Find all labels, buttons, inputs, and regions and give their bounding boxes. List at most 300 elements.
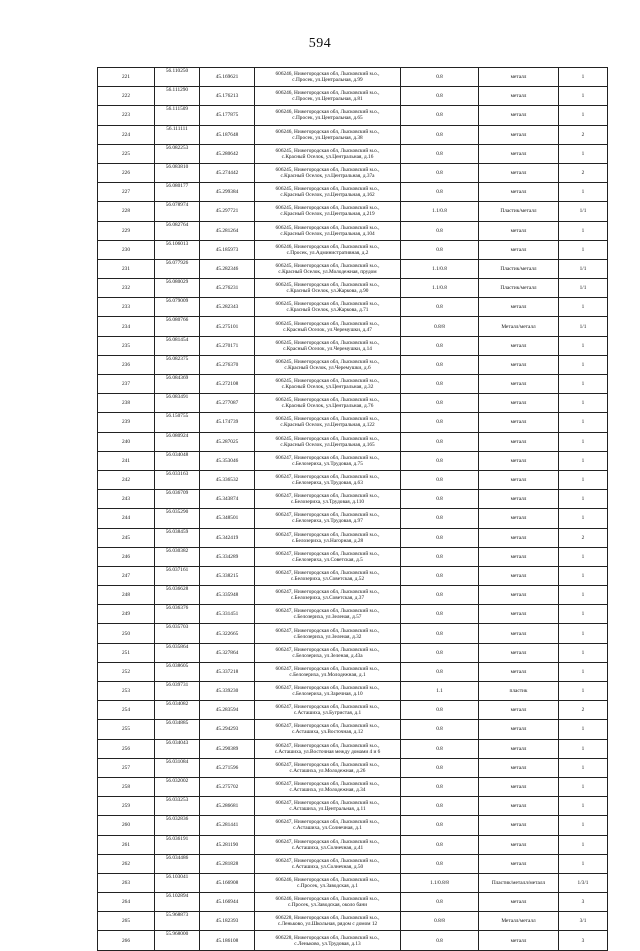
- table-row: [98, 893, 608, 912]
- longitude-cell: 45.299384: [200, 183, 255, 202]
- material-cell: металл: [479, 509, 559, 528]
- count-cell: 1: [559, 797, 608, 816]
- longitude-cell: 45.186108: [200, 931, 255, 950]
- address-line-region: 606246, Нижегородская обл, Лысковский м.о.,: [275, 896, 380, 903]
- longitude-cell: 45.276231: [200, 279, 255, 298]
- material-cell: металл: [479, 144, 559, 163]
- address-cell: [255, 662, 401, 681]
- area-cell: 0.8: [401, 758, 479, 777]
- longitude-cell: 45.297721: [200, 202, 255, 221]
- material-cell: металл: [479, 624, 559, 643]
- table-row: [98, 931, 608, 950]
- count-cell: 1: [559, 509, 608, 528]
- area-cell: 0.8: [401, 854, 479, 873]
- address-cell: [255, 298, 401, 317]
- latitude-cell: 56.084369: [155, 375, 200, 394]
- table-row: [98, 643, 608, 662]
- address-cell: [255, 221, 401, 240]
- material-cell: металл: [479, 125, 559, 144]
- count-cell: 1: [559, 758, 608, 777]
- address-line-region: 606245, Нижегородская обл, Лысковский м.о.,: [275, 186, 380, 193]
- longitude-cell: 45.169621: [200, 68, 255, 87]
- address-line-street: с.Просек, ул.Заводская, д.1: [297, 882, 358, 889]
- address-line-region: 606247, Нижегородская обл, Лысковский м.о.,: [275, 493, 380, 500]
- address-cell: [255, 682, 401, 701]
- table-row: [98, 125, 608, 144]
- address-line-street: с.Белозериха, ул.Зеленая, д.32: [293, 633, 362, 640]
- count-cell: 1/1: [559, 317, 608, 336]
- row-number-cell: 230: [98, 240, 155, 259]
- row-number-cell: 238: [98, 394, 155, 413]
- count-cell: 3/1: [559, 912, 608, 931]
- address-cell: [255, 777, 401, 796]
- table-row: [98, 144, 608, 163]
- longitude-cell: 45.280642: [200, 144, 255, 163]
- address-cell: [255, 758, 401, 777]
- longitude-cell: 45.337218: [200, 662, 255, 681]
- longitude-cell: 45.335948: [200, 586, 255, 605]
- address-line-street: с.Асташиха, ул.Солнечная, д.41: [291, 844, 364, 851]
- count-cell: 1: [559, 451, 608, 470]
- address-cell: [255, 394, 401, 413]
- count-cell: 1: [559, 87, 608, 106]
- area-cell: 0.8: [401, 144, 479, 163]
- count-cell: 3: [559, 893, 608, 912]
- table-row: [98, 624, 608, 643]
- count-cell: 1: [559, 643, 608, 662]
- area-cell: 0.8: [401, 777, 479, 796]
- material-cell: Пластик/металл: [479, 259, 559, 278]
- row-number-cell: 229: [98, 221, 155, 240]
- address-line-street: с.Красный Оселок, ул.Черемушки, д.47: [283, 326, 372, 333]
- address-line-street: с.Асташиха, ул.Молодежная, д.26: [289, 767, 366, 774]
- area-cell: 0.8: [401, 336, 479, 355]
- count-cell: 1: [559, 605, 608, 624]
- row-number-cell: 243: [98, 490, 155, 509]
- material-cell: металл: [479, 298, 559, 317]
- latitude-cell: 56.078974: [155, 202, 200, 221]
- count-cell: 1: [559, 221, 608, 240]
- address-line-street: с.Белозериха, ул.Молодежная, д.1: [289, 671, 366, 678]
- address-line-region: 606247, Нижегородская обл, Лысковский м.о.,: [275, 704, 380, 711]
- address-cell: [255, 87, 401, 106]
- longitude-cell: 45.275101: [200, 317, 255, 336]
- address-line-region: 606245, Нижегородская обл, Лысковский м.о.,: [275, 147, 380, 154]
- table-row: [98, 605, 608, 624]
- address-cell: [255, 912, 401, 931]
- longitude-cell: 45.282346: [200, 259, 255, 278]
- material-cell: Металл/металл: [479, 912, 559, 931]
- address-line-region: 606245, Нижегородская обл, Лысковский м.о.,: [275, 301, 380, 308]
- row-number-cell: 226: [98, 163, 155, 182]
- address-line-region: 606247, Нижегородская обл, Лысковский м.о.,: [275, 819, 380, 826]
- longitude-cell: 45.290389: [200, 739, 255, 758]
- area-cell: 0.8: [401, 528, 479, 547]
- address-line-street: с.Белозериха, ул.Советская, д.52: [290, 575, 365, 582]
- address-cell: [255, 586, 401, 605]
- material-cell: металл: [479, 758, 559, 777]
- address-cell: [255, 643, 401, 662]
- count-cell: 1: [559, 624, 608, 643]
- row-number-cell: 245: [98, 528, 155, 547]
- address-line-region: 606245, Нижегородская обл, Лысковский м.о.,: [275, 262, 380, 269]
- row-number-cell: 264: [98, 893, 155, 912]
- table-row: [98, 739, 608, 758]
- address-line-region: 606247, Нижегородская обл, Лысковский м.о.,: [275, 838, 380, 845]
- address-line-street: с.Асташиха, ул.Восточная, д.12: [292, 729, 363, 736]
- address-cell: [255, 816, 401, 835]
- count-cell: 1/1: [559, 202, 608, 221]
- page-number: 594: [308, 36, 332, 51]
- area-cell: 0.8: [401, 221, 479, 240]
- table-row: [98, 106, 608, 125]
- address-cell: [255, 202, 401, 221]
- area-cell: 0.8: [401, 163, 479, 182]
- count-cell: 1: [559, 586, 608, 605]
- longitude-cell: 45.182393: [200, 912, 255, 931]
- area-cell: 0.8: [401, 701, 479, 720]
- address-line-street: с.Просек, ул.Центральная, д.65: [292, 115, 363, 122]
- material-cell: металл: [479, 470, 559, 489]
- material-cell: металл: [479, 893, 559, 912]
- area-cell: 0.8/8: [401, 317, 479, 336]
- longitude-cell: 45.187648: [200, 125, 255, 144]
- address-line-region: 606247, Нижегородская обл, Лысковский м.о.,: [275, 685, 380, 692]
- area-cell: 0.8: [401, 375, 479, 394]
- count-cell: 1: [559, 394, 608, 413]
- count-cell: 1: [559, 816, 608, 835]
- table-row: [98, 202, 608, 221]
- address-line-region: 606247, Нижегородская обл, Лысковский м.о.,: [275, 800, 380, 807]
- address-line-street: с.Асташиха, ул.Молодежная, д.34: [289, 787, 366, 794]
- material-cell: металл: [479, 797, 559, 816]
- row-number-cell: 266: [98, 931, 155, 950]
- longitude-cell: 45.281264: [200, 221, 255, 240]
- longitude-cell: 45.277087: [200, 394, 255, 413]
- material-cell: металл: [479, 394, 559, 413]
- area-cell: 0.8: [401, 413, 479, 432]
- row-number-cell: 246: [98, 547, 155, 566]
- latitude-cell: 56.038459: [155, 528, 200, 547]
- address-line-region: 606247, Нижегородская обл, Лысковский м.о.,: [275, 550, 380, 557]
- address-cell: [255, 701, 401, 720]
- longitude-cell: 45.322665: [200, 624, 255, 643]
- address-line-street: с.Просек, ул.Заводская, около бани: [287, 902, 368, 909]
- count-cell: 1: [559, 566, 608, 585]
- latitude-cell: 56.034486: [155, 854, 200, 873]
- latitude-cell: 56.079009: [155, 298, 200, 317]
- count-cell: 3: [559, 931, 608, 950]
- area-cell: 1.1/0.8/8: [401, 873, 479, 892]
- row-number-cell: 241: [98, 451, 155, 470]
- material-cell: металл: [479, 240, 559, 259]
- count-cell: 1: [559, 720, 608, 739]
- longitude-cell: 45.174739: [200, 413, 255, 432]
- area-cell: 0.8: [401, 490, 479, 509]
- longitude-cell: 45.276370: [200, 355, 255, 374]
- address-line-region: 606245, Нижегородская обл, Лысковский м.о.,: [275, 416, 380, 423]
- area-cell: 0.8: [401, 586, 479, 605]
- area-cell: 0.8: [401, 739, 479, 758]
- address-line-region: 606245, Нижегородская обл, Лысковский м.о.,: [275, 167, 380, 174]
- address-cell: [255, 470, 401, 489]
- table-row: [98, 221, 608, 240]
- table-row: [98, 566, 608, 585]
- address-line-street: с.Белозериха, ул.Трудовая, д.63: [292, 480, 363, 487]
- table-row: [98, 163, 608, 182]
- area-cell: 0.8: [401, 432, 479, 451]
- material-cell: металл: [479, 221, 559, 240]
- address-line-street: с.Белозериха, ул.Заречная, д.10: [292, 691, 363, 698]
- material-cell: металл: [479, 662, 559, 681]
- address-cell: [255, 528, 401, 547]
- latitude-cell: 56.080766: [155, 317, 200, 336]
- row-number-cell: 262: [98, 854, 155, 873]
- address-line-street: с.Белозериха, ул.Советская, д.37: [290, 595, 365, 602]
- table-row: [98, 394, 608, 413]
- material-cell: металл: [479, 183, 559, 202]
- count-cell: 1: [559, 547, 608, 566]
- latitude-cell: 56.034043: [155, 739, 200, 758]
- table-row: [98, 777, 608, 796]
- count-cell: 1: [559, 662, 608, 681]
- longitude-cell: 45.185973: [200, 240, 255, 259]
- latitude-cell: 56.034082: [155, 701, 200, 720]
- address-line-street: с.Асташиха, ул.Центральная, д.11: [289, 806, 366, 813]
- address-line-street: с.Красный Оселок, ул.Центральная, д.165: [280, 441, 375, 448]
- address-line-street: с.Красный Оселок, ул.Центральная, д.219: [280, 211, 375, 218]
- row-number-cell: 222: [98, 87, 155, 106]
- address-cell: [255, 259, 401, 278]
- count-cell: 1: [559, 739, 608, 758]
- address-line-street: с.Красный Оселок, ул.Центральная, д.104: [280, 230, 375, 237]
- longitude-cell: 45.327864: [200, 643, 255, 662]
- address-line-street: с.Асташиха, ул.Солнечная, д.1: [293, 825, 362, 832]
- row-number-cell: 235: [98, 336, 155, 355]
- latitude-cell: 56.083810: [155, 163, 200, 182]
- longitude-cell: 45.343874: [200, 490, 255, 509]
- row-number-cell: 251: [98, 643, 155, 662]
- address-line-street: с.Просек, ул.Административная, д.2: [286, 249, 369, 256]
- address-line-street: с.Красный Оселок, ул.Центральная, д.76: [281, 403, 374, 410]
- address-line-region: 606246, Нижегородская обл, Лысковский м.о.,: [275, 876, 380, 883]
- latitude-cell: 56.111509: [155, 106, 200, 125]
- area-cell: 1.1/0.8: [401, 259, 479, 278]
- address-line-street: с.Красный Оселок, ул.Жаркова, д.71: [286, 307, 369, 314]
- address-line-region: 606247, Нижегородская обл, Лысковский м.о.,: [275, 646, 380, 653]
- material-cell: металл: [479, 566, 559, 585]
- count-cell: 1: [559, 106, 608, 125]
- count-cell: 1: [559, 470, 608, 489]
- latitude-cell: 56.032002: [155, 777, 200, 796]
- count-cell: 2: [559, 125, 608, 144]
- address-line-street: с.Белозериха, ул.Советская, д.5: [292, 556, 363, 563]
- address-line-street: с.Асташиха, ул.Солнечная, д.50: [291, 863, 364, 870]
- address-line-street: с.Красный Оселок, ул.Молодежная, прудом: [278, 268, 377, 275]
- count-cell: 2: [559, 163, 608, 182]
- row-number-cell: 263: [98, 873, 155, 892]
- table-row: [98, 758, 608, 777]
- address-cell: [255, 125, 401, 144]
- table-row: [98, 183, 608, 202]
- row-number-cell: 252: [98, 662, 155, 681]
- longitude-cell: 45.336532: [200, 470, 255, 489]
- address-cell: [255, 240, 401, 259]
- address-cell: [255, 893, 401, 912]
- row-number-cell: 265: [98, 912, 155, 931]
- address-line-street: с.Белозериха, ул.Трудовая, д.110: [290, 499, 365, 506]
- address-cell: [255, 624, 401, 643]
- address-cell: [255, 566, 401, 585]
- count-cell: 2: [559, 701, 608, 720]
- address-line-street: с.Асташиха, ул.Бугристая, д.1: [293, 710, 362, 717]
- material-cell: металл: [479, 777, 559, 796]
- address-line-region: 606246, Нижегородская обл, Лысковский м.о.,: [275, 71, 380, 78]
- address-line-region: 606247, Нижегородская обл, Лысковский м.о.,: [275, 857, 380, 864]
- material-cell: металл: [479, 451, 559, 470]
- latitude-cell: 56.030382: [155, 547, 200, 566]
- address-line-region: 606246, Нижегородская обл, Лысковский м.о.,: [275, 90, 380, 97]
- address-line-region: 606247, Нижегородская обл, Лысковский м.о.,: [275, 512, 380, 519]
- material-cell: металл: [479, 547, 559, 566]
- address-line-region: 606245, Нижегородская обл, Лысковский м.о.,: [275, 224, 380, 231]
- row-number-cell: 225: [98, 144, 155, 163]
- address-line-region: 606247, Нижегородская обл, Лысковский м.о.,: [275, 665, 380, 672]
- table-row: [98, 912, 608, 931]
- address-cell: [255, 413, 401, 432]
- table-row: [98, 720, 608, 739]
- table-row: [98, 547, 608, 566]
- address-cell: [255, 375, 401, 394]
- address-line-region: 606247, Нижегородская обл, Лысковский м.о.,: [275, 761, 380, 768]
- address-line-street: с.Красный Оселок, ул.Центральная, д.32: [281, 384, 374, 391]
- count-cell: 2: [559, 528, 608, 547]
- longitude-cell: 45.334289: [200, 547, 255, 566]
- area-cell: 0.8: [401, 68, 479, 87]
- latitude-cell: 56.111290: [155, 87, 200, 106]
- latitude-cell: 56.150755: [155, 413, 200, 432]
- address-cell: [255, 931, 401, 950]
- address-line-street: с.Красный Оселок, ул.Центральная, д.16: [281, 153, 374, 160]
- material-cell: металл: [479, 355, 559, 374]
- material-cell: пластик: [479, 682, 559, 701]
- longitude-cell: 45.281190: [200, 835, 255, 854]
- address-line-region: 606228, Нижегородская обл, Лысковский м.о.,: [275, 934, 380, 941]
- address-cell: [255, 797, 401, 816]
- address-cell: [255, 873, 401, 892]
- table-row: [98, 279, 608, 298]
- row-number-cell: 242: [98, 470, 155, 489]
- latitude-cell: 56.080029: [155, 279, 200, 298]
- longitude-cell: 45.270171: [200, 336, 255, 355]
- latitude-cell: 56.035864: [155, 643, 200, 662]
- latitude-cell: 56.031084: [155, 758, 200, 777]
- row-number-cell: 261: [98, 835, 155, 854]
- table-row: [98, 854, 608, 873]
- latitude-cell: 56.036191: [155, 835, 200, 854]
- count-cell: 1: [559, 413, 608, 432]
- area-cell: 0.8: [401, 470, 479, 489]
- latitude-cell: 56.080924: [155, 432, 200, 451]
- material-cell: металл: [479, 163, 559, 182]
- address-line-region: 606245, Нижегородская обл, Лысковский м.о.,: [275, 358, 380, 365]
- material-cell: металл: [479, 720, 559, 739]
- latitude-cell: 56.082375: [155, 355, 200, 374]
- area-cell: 0.8: [401, 547, 479, 566]
- table-row: [98, 528, 608, 547]
- address-line-street: с.Красный Оселок, ул.Жаркова, д.90: [286, 288, 369, 295]
- longitude-cell: 45.342419: [200, 528, 255, 547]
- address-line-region: 606245, Нижегородская обл, Лысковский м.о.,: [275, 320, 380, 327]
- area-cell: 0.8: [401, 662, 479, 681]
- area-cell: 0.8: [401, 605, 479, 624]
- address-line-street: с.Белозериха, ул.Зеленая, д.57: [293, 614, 362, 621]
- area-cell: 0.8: [401, 509, 479, 528]
- longitude-cell: 45.274442: [200, 163, 255, 182]
- address-line-region: 606247, Нижегородская обл, Лысковский м.о.,: [275, 608, 380, 615]
- material-cell: металл: [479, 528, 559, 547]
- address-line-street: с.Белозериха, ул.Трудовая, д.75: [292, 460, 363, 467]
- address-line-street: с.Просек, ул.Центральная, д.81: [292, 96, 363, 103]
- table-row: [98, 490, 608, 509]
- longitude-cell: 45.275702: [200, 777, 255, 796]
- latitude-cell: 56.037161: [155, 566, 200, 585]
- count-cell: 1/1: [559, 279, 608, 298]
- table-row: [98, 413, 608, 432]
- material-cell: металл: [479, 643, 559, 662]
- address-cell: [255, 835, 401, 854]
- count-cell: 1: [559, 68, 608, 87]
- address-line-region: 606245, Нижегородская обл, Лысковский м.о.,: [275, 397, 380, 404]
- material-cell: металл: [479, 106, 559, 125]
- address-line-region: 606247, Нижегородская обл, Лысковский м.о.,: [275, 723, 380, 730]
- material-cell: металл: [479, 413, 559, 432]
- longitude-cell: 45.353046: [200, 451, 255, 470]
- table-row: [98, 470, 608, 489]
- area-cell: 0.8: [401, 643, 479, 662]
- count-cell: 1: [559, 240, 608, 259]
- longitude-cell: 45.177875: [200, 106, 255, 125]
- latitude-cell: 56.033163: [155, 470, 200, 489]
- longitude-cell: 45.286681: [200, 797, 255, 816]
- count-cell: 1: [559, 144, 608, 163]
- row-number-cell: 223: [98, 106, 155, 125]
- area-cell: 0.8: [401, 355, 479, 374]
- row-number-cell: 257: [98, 758, 155, 777]
- table-row: [98, 259, 608, 278]
- row-number-cell: 236: [98, 355, 155, 374]
- material-cell: металл: [479, 68, 559, 87]
- address-line-region: 606247, Нижегородская обл, Лысковский м.о.,: [275, 569, 380, 576]
- area-cell: 0.8/8: [401, 912, 479, 931]
- table-row: [98, 509, 608, 528]
- count-cell: 1: [559, 854, 608, 873]
- material-cell: металл: [479, 835, 559, 854]
- table-row: [98, 586, 608, 605]
- material-cell: металл: [479, 739, 559, 758]
- latitude-cell: 55.968000: [155, 931, 200, 950]
- table-row: [98, 355, 608, 374]
- row-number-cell: 259: [98, 797, 155, 816]
- count-cell: 1: [559, 355, 608, 374]
- address-line-region: 606247, Нижегородская обл, Лысковский м.о.,: [275, 589, 380, 596]
- address-line-street: с.Красный Оселок, ул.Черемушки, д.6: [284, 364, 371, 371]
- address-line-street: с.Леньково, ул.Школьная, рядом с домом 12: [277, 921, 378, 928]
- address-line-street: с.Белозериха, ул.Зеленая, д.43а: [292, 652, 363, 659]
- address-line-region: 606247, Нижегородская обл, Лысковский м.о.,: [275, 454, 380, 461]
- address-cell: [255, 163, 401, 182]
- address-line-street: с.Белозериха, ул.Нагорная, д.28: [291, 537, 364, 544]
